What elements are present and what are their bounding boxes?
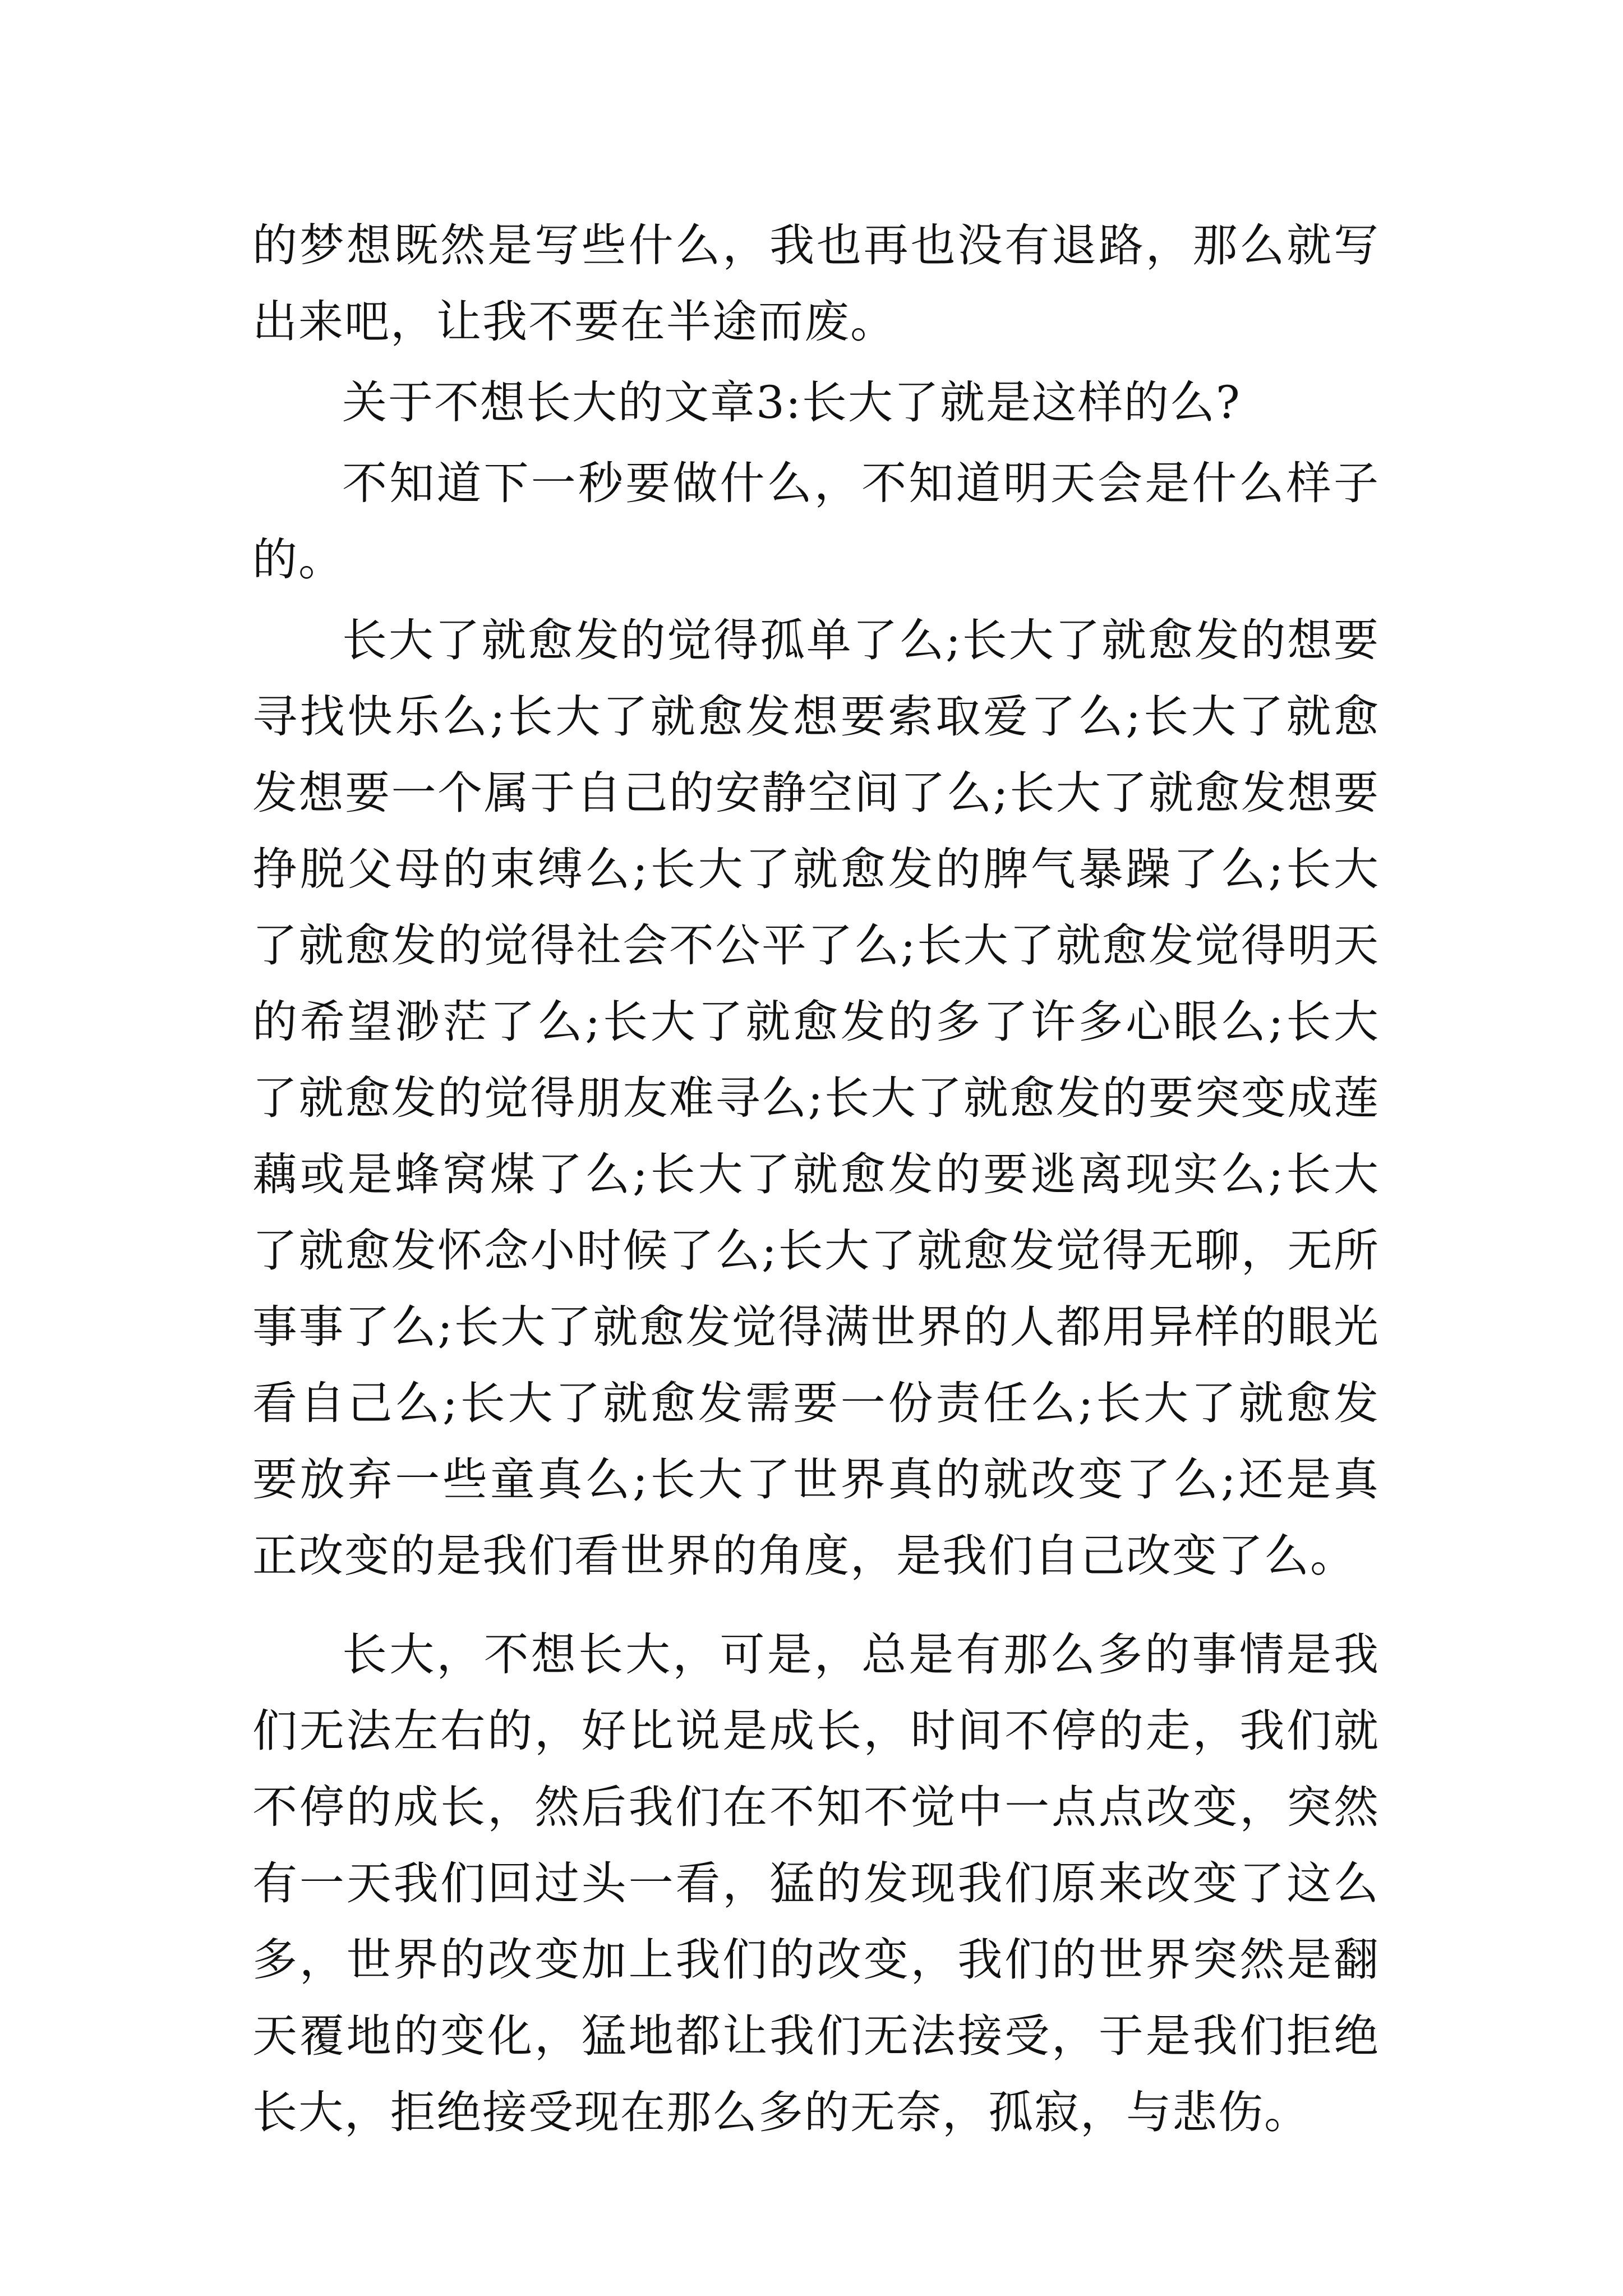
paragraph-continuation: 的梦想既然是写些什么，我也再也没有退路，那么就写出来吧，让我不要在半途而废。 — [252, 219, 1380, 348]
paragraph-intro: 不知道下一秒要做什么，不知道明天会是什么样子的。 — [252, 457, 1380, 586]
paragraph-conclusion: 长大，不想长大，可是，总是有那么多的事情是我们无法左右的，好比说是成长，时间不停的走，我们就不停的成长，然后我们在不知不觉中一点点改变，突然有一天我们回过头一看，猛的发现我们原来改变了这么多，世界的改变加上我们的改变，我们的世界突然是翻天覆地的变化，猛地都让我们无法接受，于是我们拒绝长大，拒绝接受现在那么多的无奈，孤寂，与悲伤。 — [252, 1628, 1380, 2138]
article-heading: 关于不想长大的文章3:长大了就是这样的么? — [342, 376, 1241, 429]
paragraph-questions: 长大了就愈发的觉得孤单了么;长大了就愈发的想要寻找快乐么;长大了就愈发想要索取爱了么;长大了就愈发想要一个属于自己的安静空间了么;长大了就愈发想要挣脱父母的束缚么;长大了就愈发的脾气暴躁了么;长大了就愈发的觉得社会不公平了么;长大了就愈发觉得明天的希望渺茫了么;长大了就愈发的多了许多心眼么;长大了就愈发的觉得朋友难寻么;长大了就愈发的要突变成莲藕或是蜂窝煤了么;长大了就愈发的要逃离现实么;长大了就愈发怀念小时候了么;长大了就愈发觉得无聊，无所事事了么;长大了就愈发觉得满世界的人都用异样的眼光看自己么;长大了就愈发需要一份责任么;长大了就愈发要放弃一些童真么;长大了世界真的就改变了么;还是真正改变的是我们看世界的角度，是我们自己改变了么。 — [252, 614, 1380, 1582]
document-body — [252, 208, 1380, 2155]
